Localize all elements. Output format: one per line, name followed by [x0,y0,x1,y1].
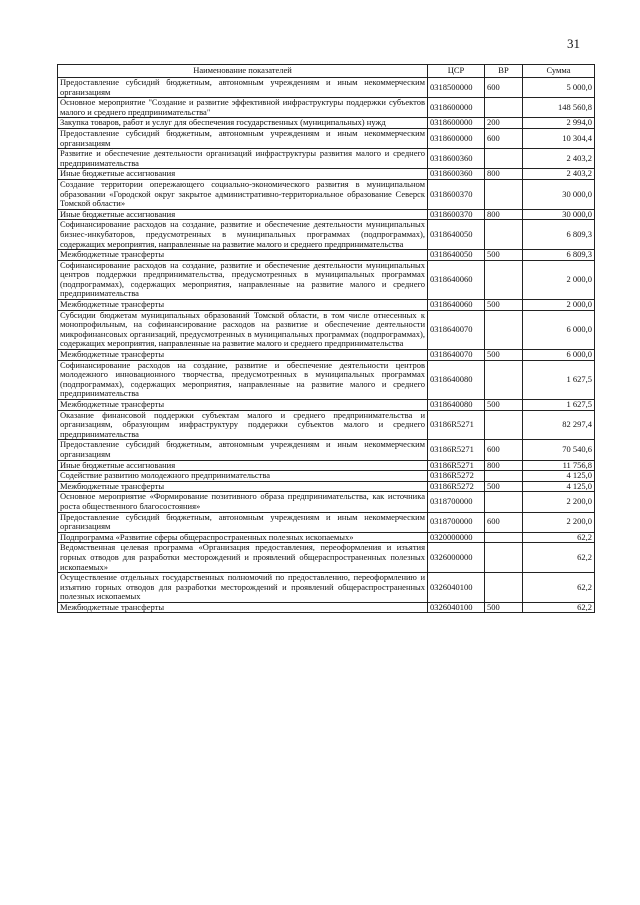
row-csr-cell: 0318640050 [428,220,485,250]
table-row [58,350,595,361]
table-row [58,149,595,169]
row-sum-cell: 6 809,3 [523,220,595,250]
row-sum-cell: 30 000,0 [523,179,595,209]
table-row [58,573,595,603]
row-csr-cell: 03186R5272 [428,481,485,492]
row-vr-cell [485,471,523,482]
row-name-cell: Закупка товаров, работ и услуг для обеспечения государственных (муниципальных) нужд [58,118,428,129]
table-row [58,78,595,98]
row-name-cell: Межбюджетные трансферты [58,400,428,411]
row-csr-cell: 0318600370 [428,179,485,209]
row-vr-cell: 500 [485,250,523,261]
table-row [58,481,595,492]
row-vr-cell [485,310,523,349]
row-name-cell: Межбюджетные трансферты [58,350,428,361]
table-row [58,220,595,250]
row-sum-cell: 6 809,3 [523,250,595,261]
row-sum-cell: 4 125,0 [523,471,595,482]
row-vr-cell [485,220,523,250]
table-row [58,512,595,532]
header-vr: ВР [485,65,523,78]
row-sum-cell: 62,2 [523,532,595,543]
table-row [58,492,595,512]
header-sum: Сумма [523,65,595,78]
table-row [58,260,595,299]
row-sum-cell: 1 627,5 [523,400,595,411]
row-vr-cell: 500 [485,350,523,361]
row-name-cell: Иные бюджетные ассигнования [58,460,428,471]
table-row [58,543,595,573]
row-vr-cell [485,532,523,543]
row-csr-cell: 0318600360 [428,169,485,180]
row-csr-cell: 0318600000 [428,118,485,129]
page-number: 31 [567,36,580,51]
row-name-cell: Иные бюджетные ассигнования [58,209,428,220]
row-sum-cell: 2 403,2 [523,169,595,180]
row-sum-cell: 62,2 [523,573,595,603]
row-sum-cell: 10 304,4 [523,128,595,148]
row-csr-cell: 0318700000 [428,512,485,532]
row-sum-cell: 4 125,0 [523,481,595,492]
table-row [58,460,595,471]
row-csr-cell: 0318700000 [428,492,485,512]
row-sum-cell: 30 000,0 [523,209,595,220]
table-row [58,602,595,613]
table-row [58,300,595,311]
row-vr-cell: 200 [485,118,523,129]
row-csr-cell: 0326040100 [428,602,485,613]
row-name-cell: Софинансирование расходов на создание, развитие и обеспечение деятельности муниципальных центров поддержки предпринимательства, предусмотренных в муниципальных программах (подпрограммах), содержащих мероприятия, направленные на развитие малого и среднего предпринимательства [58,260,428,299]
row-name-cell: Основное мероприятие "Создание и развитие эффективной инфраструктуры поддержки субъектов малого и среднего предпринимательства" [58,98,428,118]
row-vr-cell [485,149,523,169]
row-vr-cell: 800 [485,209,523,220]
row-sum-cell: 6 000,0 [523,310,595,349]
row-vr-cell: 600 [485,440,523,460]
row-csr-cell: 0318640070 [428,350,485,361]
table-row [58,360,595,399]
row-sum-cell: 62,2 [523,543,595,573]
row-name-cell: Развитие и обеспечение деятельности организаций инфраструктуры развития малого и среднего предпринимательства [58,149,428,169]
table-row [58,400,595,411]
row-csr-cell: 0318640060 [428,300,485,311]
row-sum-cell: 2 403,2 [523,149,595,169]
row-vr-cell [485,98,523,118]
row-vr-cell: 500 [485,300,523,311]
table-row [58,179,595,209]
row-sum-cell: 11 756,8 [523,460,595,471]
row-sum-cell: 6 000,0 [523,350,595,361]
row-name-cell: Ведомственная целевая программа «Организация предоставления, переоформления и изъятия горных отводов для разработки месторождений и проявлений общераспространенных полезных ископаемых» [58,543,428,573]
table-row [58,250,595,261]
row-vr-cell: 500 [485,481,523,492]
row-sum-cell: 2 994,0 [523,118,595,129]
row-vr-cell: 600 [485,78,523,98]
row-csr-cell: 03186R5271 [428,440,485,460]
row-name-cell: Содействие развитию молодежного предпринимательства [58,471,428,482]
row-sum-cell: 2 000,0 [523,260,595,299]
row-sum-cell: 2 200,0 [523,512,595,532]
row-vr-cell: 600 [485,512,523,532]
row-vr-cell [485,492,523,512]
row-sum-cell: 62,2 [523,602,595,613]
row-csr-cell: 0326000000 [428,543,485,573]
row-sum-cell: 70 540,6 [523,440,595,460]
row-sum-cell: 1 627,5 [523,360,595,399]
row-csr-cell: 03186R5271 [428,410,485,440]
table-row [58,118,595,129]
row-vr-cell: 800 [485,460,523,471]
header-csr: ЦСР [428,65,485,78]
row-csr-cell: 0318640080 [428,360,485,399]
row-vr-cell: 800 [485,169,523,180]
row-sum-cell: 5 000,0 [523,78,595,98]
row-name-cell: Предоставление субсидий бюджетным, автономным учреждениям и иным некоммерческим организациям [58,440,428,460]
row-sum-cell: 148 560,8 [523,98,595,118]
row-csr-cell: 03186R5272 [428,471,485,482]
table-header-row [58,65,595,78]
row-name-cell: Предоставление субсидий бюджетным, автономным учреждениям и иным некоммерческим организациям [58,78,428,98]
table-row [58,169,595,180]
table-row [58,440,595,460]
row-csr-cell: 0318640060 [428,260,485,299]
row-csr-cell: 0318640070 [428,310,485,349]
row-vr-cell [485,573,523,603]
row-vr-cell [485,410,523,440]
row-name-cell: Софинансирование расходов на создание, развитие и обеспечение деятельности муниципальных бизнес-инкубаторов, предусмотренных в муниципальных программах (подпрограммах), содержащих мероприятия, направленные на развитие малого и среднего предпринимательства [58,220,428,250]
row-csr-cell: 0318500000 [428,78,485,98]
row-name-cell: Подпрограмма «Развитие сферы общераспространенных полезных ископаемых» [58,532,428,543]
row-name-cell: Межбюджетные трансферты [58,300,428,311]
row-vr-cell [485,179,523,209]
row-csr-cell: 0318600000 [428,98,485,118]
table-body [58,78,595,613]
table-row [58,209,595,220]
table-row [58,471,595,482]
row-name-cell: Межбюджетные трансферты [58,250,428,261]
row-name-cell: Иные бюджетные ассигнования [58,169,428,180]
row-name-cell: Предоставление субсидий бюджетным, автономным учреждениям и иным некоммерческим организациям [58,128,428,148]
row-vr-cell: 500 [485,602,523,613]
table-row [58,128,595,148]
table-row [58,98,595,118]
table-row [58,310,595,349]
row-csr-cell: 0318640050 [428,250,485,261]
row-name-cell: Межбюджетные трансферты [58,481,428,492]
row-vr-cell [485,543,523,573]
row-name-cell: Субсидии бюджетам муниципальных образований Томской области, в том числе отнесенных к монопрофильным, на софинансирование расходов на развитие и обеспечение деятельности микрофинансовых организаций, предусмотренных в муниципальных программах (подпрограммах), содержащих мероприятия, направленные на развитие малого и среднего предпринимательства [58,310,428,349]
row-sum-cell: 82 297,4 [523,410,595,440]
row-csr-cell: 0320000000 [428,532,485,543]
table-row [58,410,595,440]
row-vr-cell: 500 [485,400,523,411]
row-name-cell: Межбюджетные трансферты [58,602,428,613]
row-vr-cell: 600 [485,128,523,148]
row-name-cell: Создание территории опережающего социально-экономического развития в муниципальном образовании «Городской округ закрытое административно-территориальное образование Северск Томской области» [58,179,428,209]
row-csr-cell: 0318600360 [428,149,485,169]
row-csr-cell: 0318640080 [428,400,485,411]
table-row [58,532,595,543]
row-vr-cell [485,360,523,399]
row-name-cell: Оказание финансовой поддержки субъектам малого и среднего предпринимательства и организациям, образующим инфраструктуру поддержки субъектов малого и среднего предпринимательства [58,410,428,440]
row-vr-cell [485,260,523,299]
row-name-cell: Софинансирование расходов на создание, развитие и обеспечение деятельности центров молодежного инновационного творчества, предусмотренных в муниципальных программах (подпрограммах), содержащих мероприятия, направленные на развитие малого и среднего предпринимательства [58,360,428,399]
row-name-cell: Осуществление отдельных государственных полномочий по предоставлению, переоформлению и изъятию горных отводов для разработки месторождений и проявлений общераспространенных полезных ископаемых [58,573,428,603]
header-name: Наименование показателей [58,65,428,78]
row-sum-cell: 2 200,0 [523,492,595,512]
row-name-cell: Предоставление субсидий бюджетным, автономным учреждениям и иным некоммерческим организациям [58,512,428,532]
row-name-cell: Основное мероприятие «Формирование позитивного образа предпринимательства, как источника роста общественного благосостояния» [58,492,428,512]
row-csr-cell: 0318600370 [428,209,485,220]
budget-table [57,64,595,613]
row-csr-cell: 0326040100 [428,573,485,603]
row-csr-cell: 0318600000 [428,128,485,148]
row-sum-cell: 2 000,0 [523,300,595,311]
row-csr-cell: 03186R5271 [428,460,485,471]
